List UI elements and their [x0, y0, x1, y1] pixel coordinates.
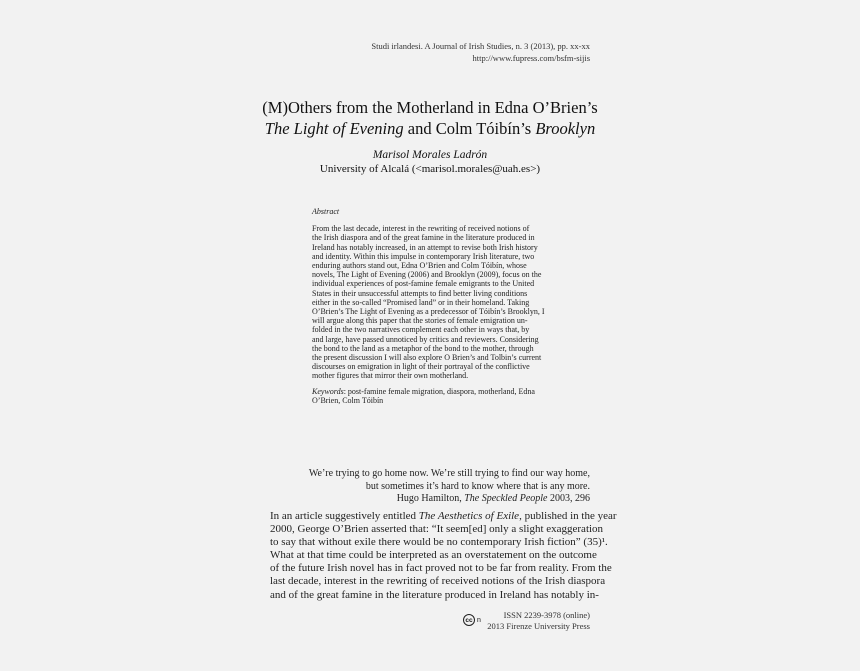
- epigraph-author: Hugo Hamilton,: [396, 493, 465, 504]
- body-line: 2000, George O’Brien asserted that: “It seem[ed] only a slight exaggeration: [270, 523, 604, 536]
- issn: ISSN 2239-3978 (online): [503, 610, 590, 620]
- body-line: What at that time could be interpreted as an overstatement on the outcome: [270, 549, 597, 562]
- abstract-line: From the last decade, interest in the rewriting of received notions of: [312, 224, 530, 234]
- body-line: last decade, interest in the rewriting of received notions of the Irish diaspora: [270, 575, 606, 588]
- abstract-line: enduring authors stand out, Edna O’Brien and Colm Tóibín, whose: [312, 261, 527, 271]
- cc-sub-label: n: [477, 616, 481, 624]
- abstract-line: folded in the two narratives complement each other in ways that, by: [312, 325, 530, 335]
- body-text: [270, 510, 617, 602]
- article-title: [0, 97, 860, 139]
- body-line: [270, 510, 617, 523]
- abstract-line: States in their unsuccessful attempts to find better living conditions: [312, 288, 528, 298]
- abstract-line: will argue along this paper that the stories of female emigration un-: [312, 316, 528, 326]
- abstract-line: mother figures that mirror their own motherland.: [312, 371, 469, 381]
- abstract-line: either in the so-called “Promised land” or in their homeland. Taking: [312, 297, 530, 307]
- title-block: [0, 97, 860, 176]
- abstract-line: O’Brien’s The Light of Evening as a predecessor of Tóibín’s Brooklyn, I: [312, 307, 545, 317]
- abstract-line: the Irish diaspora and of the great famine in the literature produced in: [312, 233, 535, 243]
- title-line-1: (M)Others from the Motherland in Edna O’Brien’s: [262, 98, 598, 117]
- body-line: and of the great famine in the literature produced in Ireland has notably in-: [270, 588, 599, 601]
- cc-circle-icon: cc: [463, 614, 475, 626]
- abstract-line: the bond to the land as a metaphor of the bond to the mother, through: [312, 343, 534, 353]
- epigraph-year: 2003, 296: [547, 493, 590, 504]
- abstract-section: [312, 207, 550, 405]
- abstract-line: individual experiences of post-famine female emigrants to the United: [312, 279, 535, 289]
- abstract-line: discourses on emigration in light of their portrayal of the conflictive: [312, 362, 530, 372]
- author-affiliation: University of Alcalá (<marisol.morales@uah.es>): [319, 163, 541, 175]
- body-cited-title: The Aesthetics of Exile: [418, 510, 520, 522]
- epigraph: [309, 468, 590, 506]
- body-line: of the future Irish novel has in fact proved not to be far from reality. From the: [270, 562, 612, 575]
- epigraph-line-1: We’re trying to go home now. We’re still trying to find our way home,: [308, 468, 590, 479]
- body-text-span: In an article suggestively entitled: [270, 510, 419, 522]
- journal-url[interactable]: http://www.fupress.com/bsfm-sijis: [472, 53, 590, 63]
- keywords-label: Keywords: [312, 386, 344, 396]
- epigraph-attribution: [309, 493, 590, 506]
- epigraph-work: The Speckled People: [464, 493, 548, 504]
- keywords-text: : post-famine female migration, diaspora, motherland, Edna: [343, 386, 535, 396]
- publisher-line: 2013 Firenze University Press: [487, 620, 590, 631]
- title-line-2: [0, 118, 860, 139]
- journal-citation: Studi irlandesi. A Journal of Irish Studies, n. 3 (2013), pp. xx-xx: [371, 41, 590, 51]
- abstract-line: and identity. Within this impulse in contemporary Irish literature, two: [312, 251, 535, 261]
- epigraph-line-2: but sometimes it’s hard to know where that is any more.: [365, 480, 590, 492]
- title-work-1: The Light of Evening: [264, 119, 404, 138]
- keywords: [312, 387, 550, 405]
- abstract-line: and large, have passed unnoticed by critics and reviewers. Considering: [312, 334, 539, 344]
- body-line: to say that without exile there would be no contemporary Irish fiction” (35)¹.: [270, 536, 608, 549]
- title-connector: and Colm Tóibín’s: [403, 119, 536, 138]
- footer: [487, 610, 590, 631]
- abstract-heading: Abstract: [312, 207, 340, 216]
- author-name: Marisol Morales Ladrón: [372, 149, 488, 161]
- journal-header: [371, 40, 590, 64]
- keywords-line-1: [312, 387, 550, 396]
- abstract-line: Ireland has notably increased, in an attempt to revise both Irish history: [312, 242, 538, 252]
- keywords-line-2: O’Brien, Colm Tóibín: [312, 395, 384, 405]
- creative-commons-icon: [463, 614, 481, 626]
- abstract-line: the present discussion I will also explore O Brien’s and Tolbin’s current: [312, 353, 542, 363]
- body-text-span: , published in the year: [519, 510, 617, 522]
- title-work-2: Brooklyn: [535, 119, 596, 138]
- abstract-line: novels, The Light of Evening (2006) and Brooklyn (2009), focus on the: [312, 270, 542, 280]
